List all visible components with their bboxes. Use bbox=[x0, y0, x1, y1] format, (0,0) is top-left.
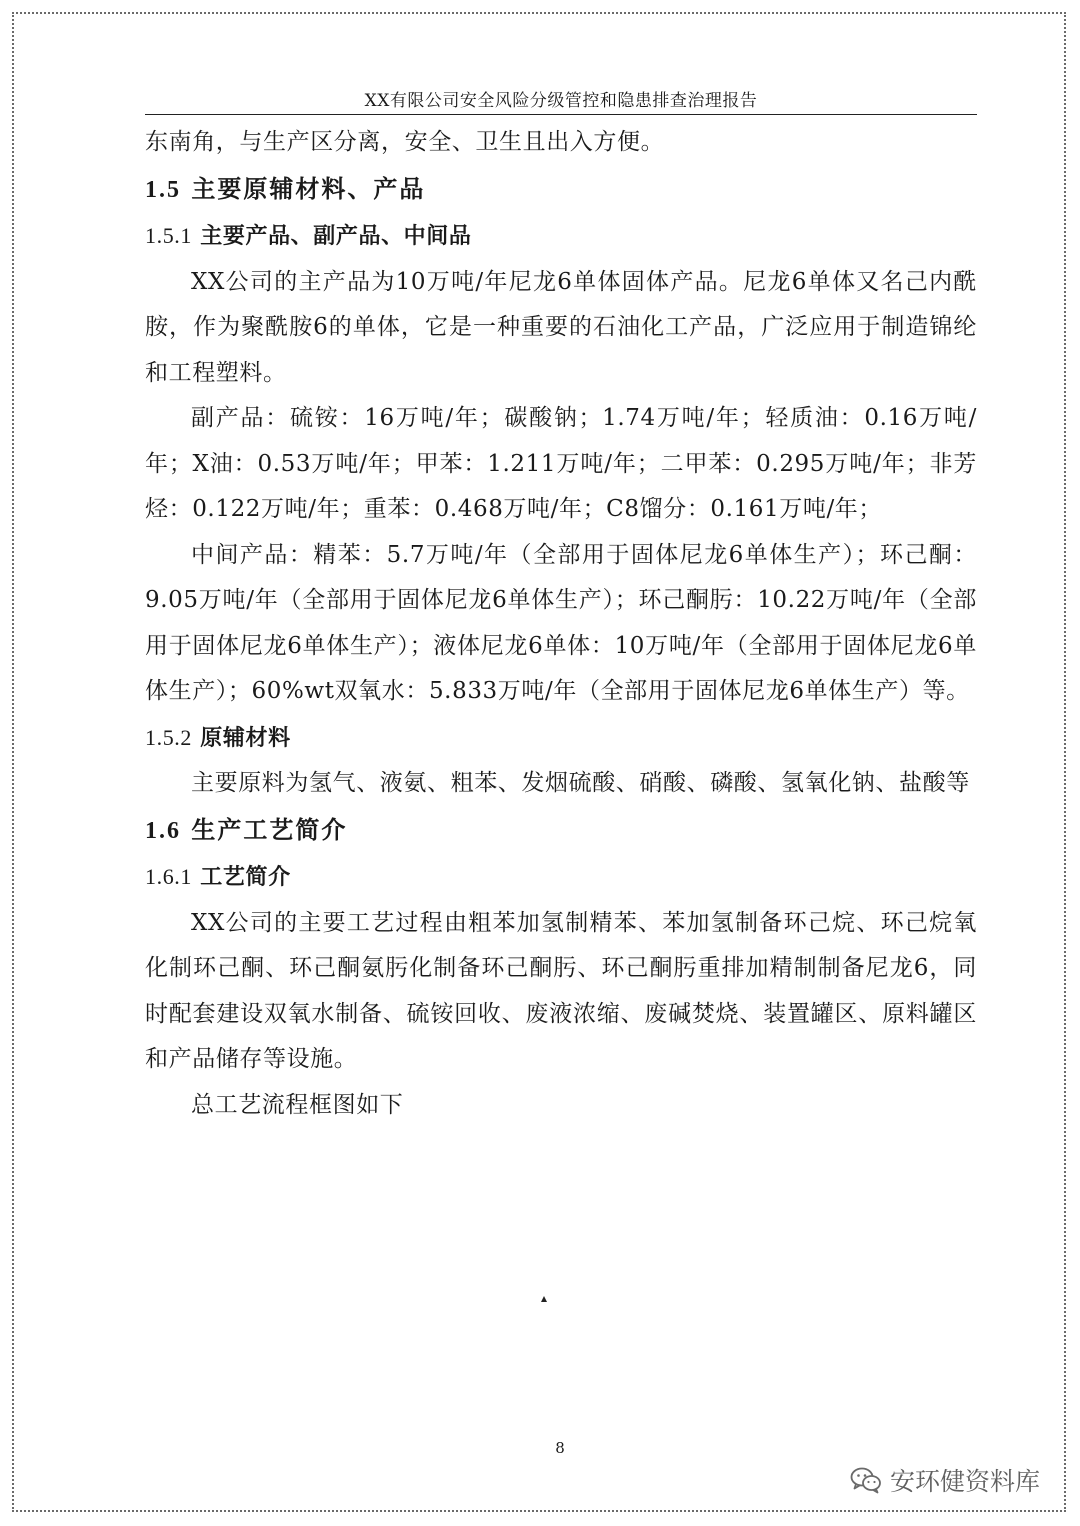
watermark-text: 安环健资料库 bbox=[890, 1467, 1041, 1496]
subsection-heading-1-5-1 bbox=[145, 213, 977, 260]
paragraph-process-summary: XX公司的主要工艺过程由粗苯加氢制精苯、苯加氢制备环己烷、环己烷氧化制环己酮、环己酮氨肟化制备环己酮肟、环己酮肟重排加精制制备尼龙6，同时配套建设双氧水制备、硫铵回收、废液浓缩、废碱焚烧、装置罐区、原料罐区和产品储存等设施。 bbox=[145, 909, 977, 1072]
subsection-heading-1-6-1 bbox=[145, 854, 977, 901]
triangle-marker-icon bbox=[541, 1296, 547, 1302]
paragraph-flowchart-intro: 总工艺流程框图如下 bbox=[191, 1091, 404, 1118]
header-rule bbox=[145, 114, 977, 115]
subsection-number: 1.6.1 bbox=[145, 864, 192, 889]
section-title: 主要原辅材料、产品 bbox=[191, 173, 426, 203]
continuation-paragraph: 东南角，与生产区分离，安全、卫生且出入方便。 bbox=[145, 129, 665, 155]
paragraph-main-product: XX公司的主产品为10万吨/年尼龙6单体固体产品。尼龙6单体又名己内酰胺，作为聚酰胺6的单体，它是一种重要的石油化工产品，广泛应用于制造锦纶和工程塑料。 bbox=[145, 268, 977, 386]
document-body bbox=[145, 120, 977, 1128]
subsection-heading-1-5-2 bbox=[145, 715, 977, 762]
section-title: 生产工艺简介 bbox=[191, 814, 348, 844]
section-heading-1-5 bbox=[145, 166, 977, 214]
subsection-title: 主要产品、副产品、中间品 bbox=[200, 224, 472, 249]
watermark bbox=[850, 1460, 1040, 1500]
subsection-number: 1.5.2 bbox=[145, 724, 192, 750]
paragraph-raw-materials: 主要原料为氢气、液氨、粗苯、发烟硫酸、硝酸、磷酸、氢氧化钠、盐酸等 bbox=[191, 770, 970, 796]
page-header: XX有限公司安全风险分级管控和隐患排查治理报告 bbox=[364, 91, 758, 111]
subsection-title: 原辅材料 bbox=[200, 725, 291, 751]
page-number: 8 bbox=[555, 1439, 565, 1457]
paragraph-by-products: 副产品：硫铵：16万吨/年；碳酸钠；1.74万吨/年；轻质油：0.16万吨/年；X油：0.53万吨/年；甲苯：1.211万吨/年；二甲苯：0.295万吨/年；非芳烃：0.122万吨/年；重苯：0.468万吨/年；C8馏分：0.161万吨/年； bbox=[145, 405, 977, 522]
wechat-icon bbox=[850, 1466, 882, 1494]
section-heading-1-6 bbox=[145, 807, 977, 855]
section-number: 1.6 bbox=[145, 817, 181, 844]
subsection-number: 1.5.1 bbox=[145, 223, 192, 248]
subsection-title: 工艺简介 bbox=[200, 865, 291, 890]
paragraph-intermediates: 中间产品：精苯：5.7万吨/年（全部用于固体尼龙6单体生产）；环己酮：9.05万吨/年（全部用于固体尼龙6单体生产）；环己酮肟：10.22万吨/年（全部用于固体尼龙6单体生产）；液体尼龙6单体：10万吨/年（全部用于固体尼龙6单体生产）；60%wt双氧水：5.833万吨/年（全部用于固体尼龙6单体生产）等。 bbox=[145, 541, 977, 704]
section-number: 1.5 bbox=[145, 176, 181, 203]
